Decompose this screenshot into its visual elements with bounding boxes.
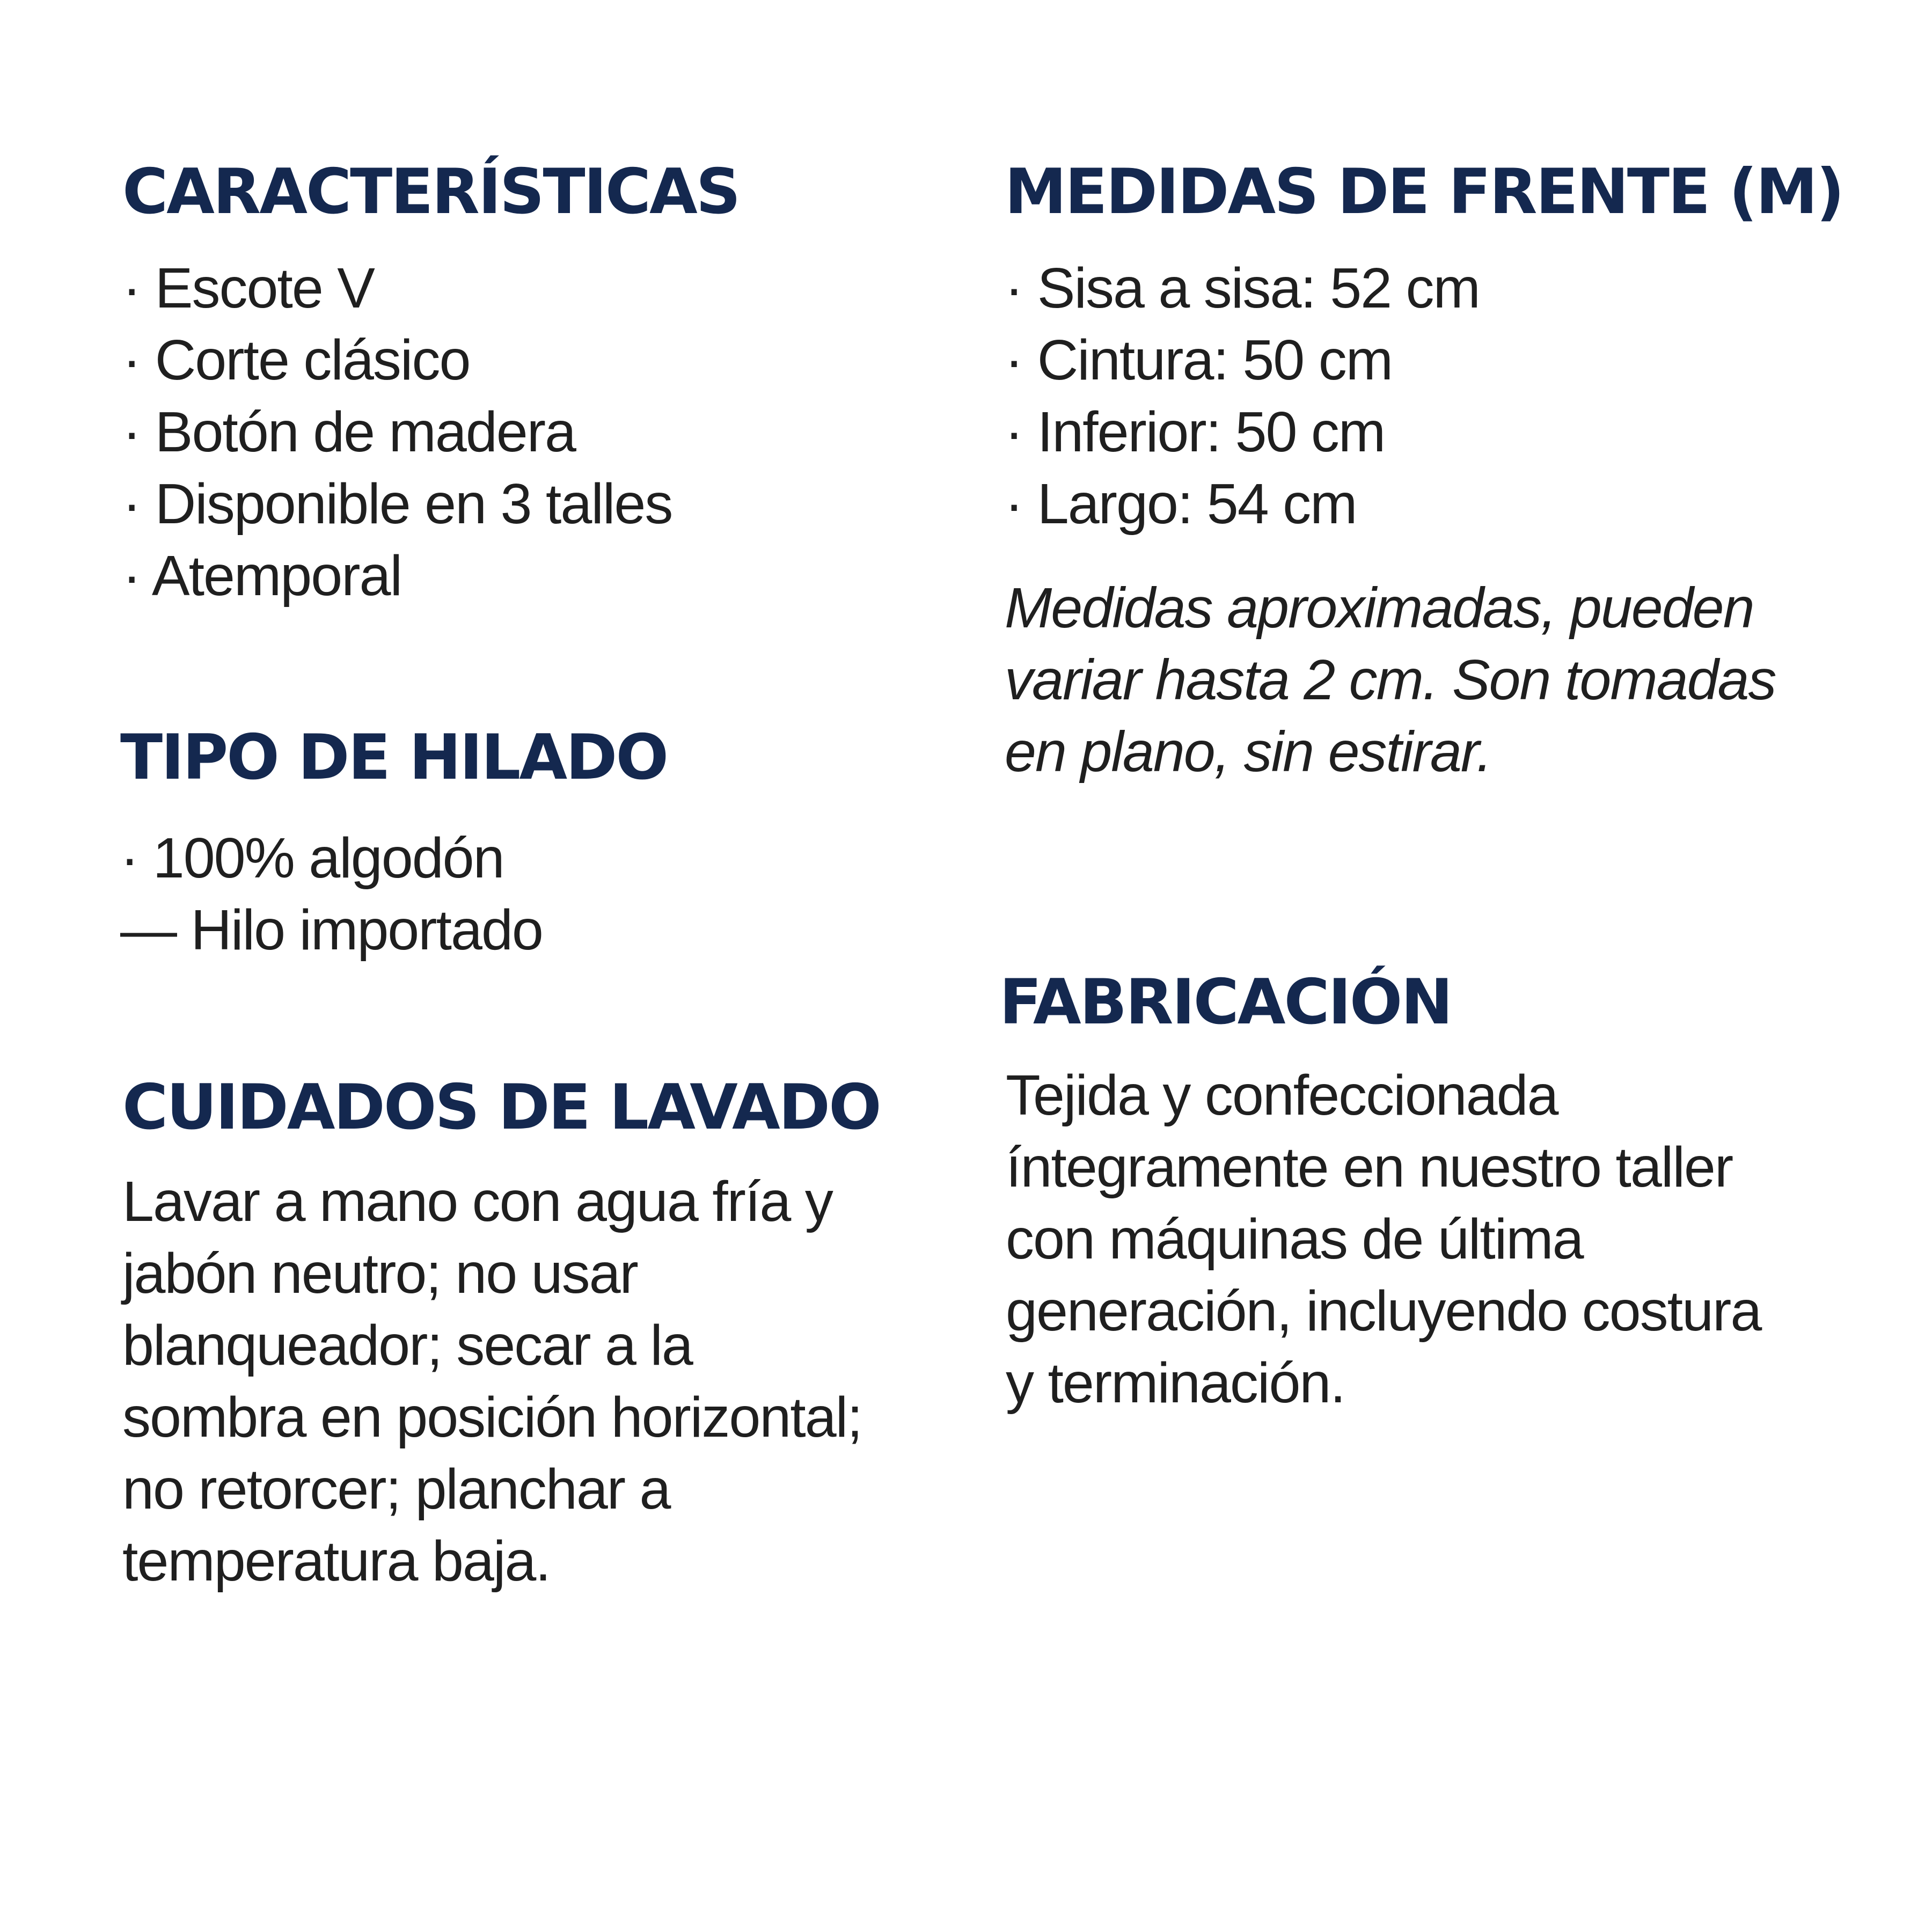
note-line: Medidas aproximadas, pueden [1005, 576, 1754, 640]
medidas-heading: MEDIDAS DE FRENTE (M) [1005, 156, 1843, 228]
medidas-section [1005, 156, 1843, 788]
paragraph-line: blanqueador; secar a la [122, 1314, 692, 1377]
paragraph-line: jabón neutro; no usar [122, 1242, 638, 1305]
list-item: · Disponible en 3 talles [122, 472, 672, 536]
list-item: · Corte clásico [122, 328, 470, 392]
tipo-hilado-section [120, 721, 668, 966]
paragraph-line: sombra en posición horizontal; [122, 1386, 862, 1449]
fabricacion-paragraph [1006, 1059, 1761, 1419]
cuidados-section [122, 1071, 880, 1597]
tipo-hilado-heading: TIPO DE HILADO [120, 721, 668, 794]
paragraph-line: no retorcer; planchar a [122, 1458, 670, 1521]
fabricacion-heading: FABRICACIÓN [999, 966, 1452, 1038]
medidas-list [1005, 252, 1843, 540]
caracteristicas-list [122, 252, 739, 612]
paragraph-line: Lavar a mano con agua fría y [122, 1170, 832, 1233]
paragraph-line: con máquinas de última [1006, 1208, 1583, 1271]
list-item: · Inferior: 50 cm [1005, 400, 1385, 464]
caracteristicas-section [122, 156, 740, 612]
list-item: · Escote V [122, 257, 374, 320]
list-item: · Largo: 54 cm [1005, 472, 1357, 536]
list-item: · Cintura: 50 cm [1005, 328, 1393, 392]
cuidados-heading: CUIDADOS DE LAVADO [122, 1071, 880, 1144]
paragraph-line: y terminación. [1006, 1351, 1345, 1415]
cuidados-paragraph [122, 1166, 880, 1597]
paragraph-line: generación, incluyendo costura [1006, 1279, 1761, 1343]
medidas-note [1005, 572, 1843, 788]
list-item: · 100% algodón [120, 826, 504, 890]
note-line: en plano, sin estirar. [1005, 720, 1491, 784]
fabricacion-section [999, 966, 1761, 1419]
list-item: · Botón de madera [122, 400, 575, 464]
list-item: · Atemporal [122, 544, 402, 608]
paragraph-line: temperatura baja. [122, 1529, 550, 1593]
paragraph-line: Tejida y confeccionada [1006, 1064, 1558, 1127]
tipo-hilado-list [120, 822, 667, 966]
list-item: · Sisa a sisa: 52 cm [1005, 257, 1480, 320]
paragraph-line: íntegramente en nuestro taller [1006, 1136, 1733, 1199]
list-item: — Hilo importado [120, 898, 543, 962]
note-line: variar hasta 2 cm. Son tomadas [1005, 648, 1776, 712]
caracteristicas-heading: CARACTERÍSTICAS [122, 156, 740, 228]
